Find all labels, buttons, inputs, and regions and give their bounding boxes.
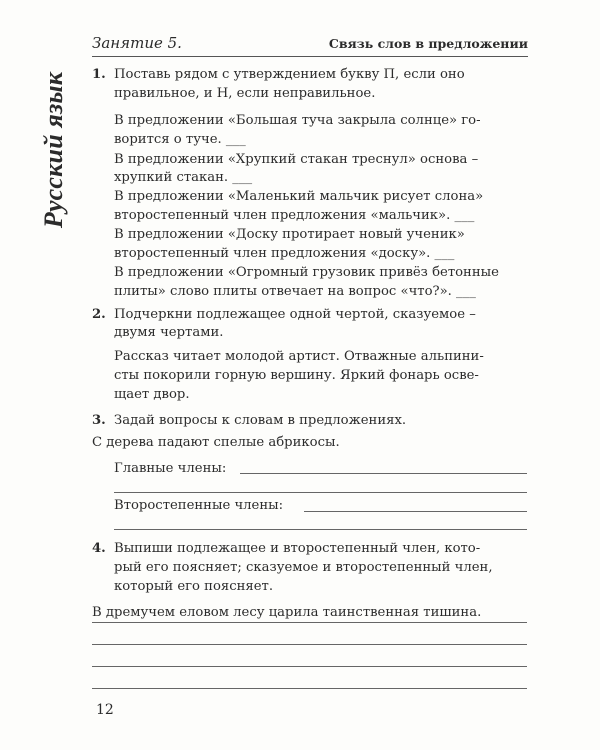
task1-statement-line: плиты» слово плиты отвечает на вопрос «что?». ___ (114, 284, 476, 299)
page-header (92, 32, 528, 54)
task3-sentence: С дерева падают спелые абрикосы. (92, 435, 340, 450)
task2-text-line: сты покорили горную вершину. Яркий фонарь осве- (114, 368, 479, 383)
task1-statement-line: В предложении «Большая туча закрыла солнце» го- (114, 113, 481, 128)
answer-line[interactable] (92, 666, 527, 667)
answer-line[interactable] (240, 473, 527, 474)
task2-prompt-line: двумя чертами. (114, 325, 224, 340)
answer-line[interactable] (92, 644, 527, 645)
task4-prompt-line: Выпиши подлежащее и второстепенный член, кото- (114, 541, 481, 556)
task4-number: 4. (92, 541, 106, 556)
task1-statement-line: второстепенный член предложения «доску». ___ (114, 246, 455, 261)
task1-statement-line: второстепенный член предложения «мальчик». ___ (114, 208, 475, 223)
section-title: Связь слов в предложении (328, 36, 528, 51)
subject-side-title: Русский язык (39, 71, 68, 229)
answer-line[interactable] (304, 511, 527, 512)
answer-line[interactable] (114, 492, 527, 493)
page-number: 12 (96, 702, 114, 718)
task2-text-line: Рассказ читает молодой артист. Отважные альпини- (114, 349, 484, 364)
lesson-title: Занятие 5. (92, 34, 182, 52)
answer-line[interactable] (114, 529, 527, 530)
task2-number: 2. (92, 307, 106, 322)
task1-statement-line: В предложении «Маленький мальчик рисует слона» (114, 189, 484, 204)
task1-prompt-line: Поставь рядом с утверждением букву П, если оно (114, 67, 465, 82)
task1-number: 1. (92, 67, 106, 82)
task1-statement-line: ворится о туче. ___ (114, 132, 246, 147)
answer-line[interactable] (92, 622, 527, 623)
main-members-label: Главные члены: (114, 461, 227, 476)
task3-number: 3. (92, 413, 106, 428)
task1-statement-line: В предложении «Хрупкий стакан треснул» основа – (114, 152, 479, 167)
task1-statement-line: В предложении «Огромный грузовик привёз бетонные (114, 265, 499, 280)
task4-prompt-line: рый его поясняет; сказуемое и второстепенный член, (114, 560, 493, 575)
task1-statement-line: В предложении «Доску протирает новый ученик» (114, 227, 465, 242)
task2-prompt-line: Подчеркни подлежащее одной чертой, сказуемое – (114, 307, 476, 322)
task1-statement-line: хрупкий стакан. ___ (114, 170, 253, 185)
task2-text-line: щает двор. (114, 387, 190, 402)
answer-line[interactable] (92, 688, 527, 689)
task4-sentence: В дремучем еловом лесу царила таинственная тишина. (92, 605, 482, 620)
secondary-members-label: Второстепенные члены: (114, 498, 284, 513)
task1-prompt-line: правильное, и Н, если неправильное. (114, 86, 376, 101)
task4-prompt-line: который его поясняет. (114, 579, 274, 594)
header-divider (92, 56, 528, 57)
task3-prompt: Задай вопросы к словам в предложениях. (114, 413, 407, 428)
